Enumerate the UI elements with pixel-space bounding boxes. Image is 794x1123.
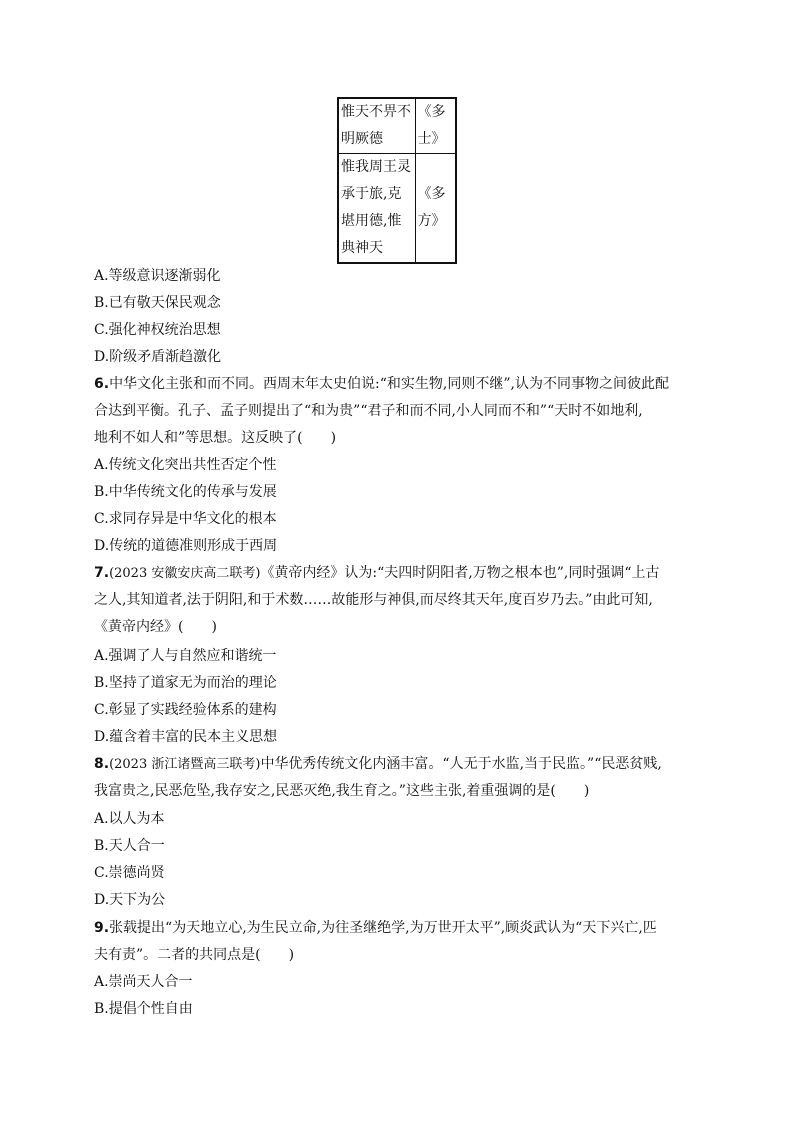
q8-option-a: A.以人为本 <box>94 811 165 827</box>
q9-stem-line <box>94 918 657 938</box>
q6-option-a: A.传统文化突出共性否定个性 <box>94 457 277 473</box>
q5-option-b: B.已有敬天保民观念 <box>94 295 221 311</box>
quote-cell <box>338 98 416 154</box>
q6-option-d: D.传统的道德准则形成于西周 <box>94 538 278 554</box>
q7-option-c: C.彰显了实践经验体系的建构 <box>94 702 277 718</box>
q8-option-c: C.崇德尚贤 <box>94 865 165 881</box>
source-cell <box>416 154 456 264</box>
q7-option-b: B.坚持了道家无为而治的理论 <box>94 675 277 691</box>
question-number: 6. <box>94 376 110 392</box>
question-number: 9. <box>94 920 110 936</box>
source-line: 士》 <box>417 131 446 147</box>
q9-option-a: A.崇尚天人合一 <box>94 974 193 990</box>
table-row <box>338 154 456 264</box>
stem-text: 张载提出“为天地立心,为生民立命,为往圣继绝学,为万世开太平”,顾炎武认为“天下兴亡,匹 <box>109 920 657 936</box>
q7-stem-line: 《黄帝内经》( ) <box>94 619 217 635</box>
stem-text: 中华优秀传统文化内涵丰富。“人无于水监,当于民监。”“民恶贫贱, <box>260 756 662 772</box>
q7-option-a: A.强调了人与自然应和谐统一 <box>94 648 277 664</box>
q8-stem-line: 我富贵之,民恶危坠,我存安之,民恶灭绝,我生育之。”这些主张,着重强调的是( ) <box>94 783 590 799</box>
quote-table <box>337 97 457 264</box>
q9-stem-line: 夫有责”。二者的共同点是( ) <box>94 947 295 963</box>
q5-option-c: C.强化神权统治思想 <box>94 322 221 338</box>
q7-stem-line <box>94 563 660 584</box>
q6-stem-line: 地利不如人和”等思想。这反映了( ) <box>94 430 337 446</box>
q5-option-a: A.等级意识逐渐弱化 <box>94 268 221 284</box>
source-line: 《多 <box>417 186 446 202</box>
stem-text: 《黄帝内经》认为:“夫四时阴阳者,万物之根本也”,同时强调“上古 <box>260 565 660 581</box>
source-line: 方》 <box>417 213 446 229</box>
q5-option-d: D.阶级矛盾渐趋激化 <box>94 349 222 365</box>
q6-stem-line <box>94 374 669 394</box>
q8-stem-line <box>94 754 662 775</box>
question-number: 7. <box>94 565 110 581</box>
source-line: 《多 <box>417 104 446 120</box>
quote-line: 承于旅,克 <box>341 186 402 202</box>
q6-option-b: B.中华传统文化的传承与发展 <box>94 484 277 500</box>
table-row <box>338 98 456 154</box>
quote-cell <box>338 154 416 264</box>
q9-option-b: B.提倡个性自由 <box>94 1001 193 1017</box>
q8-option-b: B.天人合一 <box>94 838 165 854</box>
question-number: 8. <box>94 756 110 772</box>
quote-line: 明厥德 <box>341 131 383 147</box>
quote-line: 典神天 <box>341 240 383 256</box>
q7-stem-line: 之人,其知道者,法于阴阳,和于术数……故能形与神俱,而尽终其天年,度百岁乃去。”由此可知, <box>94 592 653 608</box>
q6-stem-line: 合达到平衡。孔子、孟子则提出了“和为贵”“君子和而不同,小人同而不和”“天时不如地利, <box>94 403 643 419</box>
q6-option-c: C.求同存异是中华文化的根本 <box>94 511 277 527</box>
quote-line: 惟天不畀不 <box>341 104 411 120</box>
q7-option-d: D.蕴含着丰富的民本主义思想 <box>94 729 278 745</box>
stem-text: 中华文化主张和而不同。西周末年太史伯说:“和实生物,同则不继”,认为不同事物之间彼此配 <box>109 376 669 392</box>
q8-option-d: D.天下为公 <box>94 892 166 908</box>
question-source: (2023 安徽安庆高二联考) <box>109 566 261 581</box>
source-cell <box>416 98 456 154</box>
quote-line: 惟我周王灵 <box>341 159 411 175</box>
quote-line: 堪用德,惟 <box>341 213 402 229</box>
question-source: (2023 浙江诸暨高三联考) <box>109 757 261 772</box>
